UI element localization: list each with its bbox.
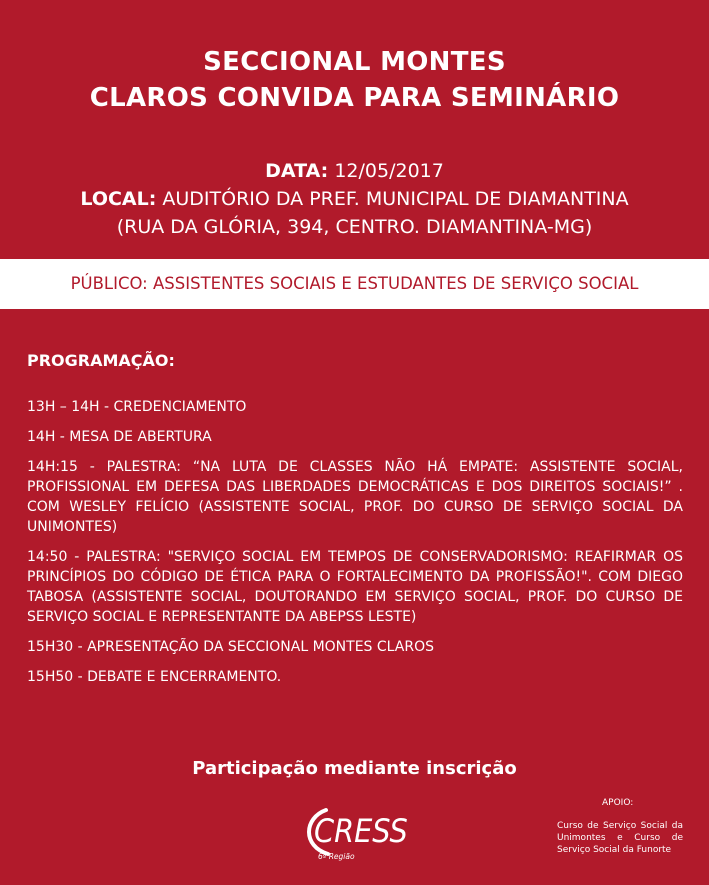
- program-item: 14:50 - PALESTRA: "SERVIÇO SOCIAL EM TEMPOS DE CONSERVADORISMO: REAFIRMAR OS PRINCÍPIOS DO CÓDIGO DE ÉTICA PARA O FORTALECIMENTO DA PROFISSÃO!". COM DIEGO TABOSA (ASSISTENTE SOCIAL, DOUTORANDO EM SERVIÇO SOCIAL, PROF. DO CURSO DE SERVIÇO SOCIAL E REPRESENTANTE DA ABEPSS LESTE): [27, 549, 683, 625]
- event-info: [0, 157, 709, 241]
- address-line: (RUA DA GLÓRIA, 394, CENTRO. DIAMANTINA-MG): [116, 216, 593, 238]
- date-label: DATA:: [265, 160, 329, 182]
- program-heading: PROGRAMAÇÃO:: [27, 351, 175, 370]
- date-value: 12/05/2017: [334, 160, 444, 182]
- program-item: 14H - MESA DE ABERTURA: [27, 429, 212, 445]
- program-item: 13H – 14H - CREDENCIAMENTO: [27, 399, 247, 415]
- logo-wordmark: CRESS: [314, 812, 408, 850]
- location-label: LOCAL:: [80, 188, 157, 210]
- date-line: [0, 157, 709, 185]
- program-item: 15H50 - DEBATE E ENCERRAMENTO.: [27, 669, 282, 685]
- title-line-1: SECCIONAL MONTES: [203, 47, 506, 77]
- cress-logo: [298, 800, 414, 862]
- page-title: [0, 44, 709, 116]
- participation-note: Participação mediante inscrição: [192, 758, 517, 779]
- location-line: [0, 185, 709, 213]
- audience-band: PÚBLICO: ASSISTENTES SOCIAIS E ESTUDANTES DE SERVIÇO SOCIAL: [0, 259, 709, 309]
- program-list: [27, 397, 683, 697]
- program-item: 15H30 - APRESENTAÇÃO DA SECCIONAL MONTES CLAROS: [27, 639, 434, 655]
- support-label: APOIO:: [602, 798, 634, 808]
- title-line-2: CLAROS CONVIDA PARA SEMINÁRIO: [89, 83, 620, 113]
- support-text: Curso de Serviço Social da Unimontes e Curso de Serviço Social da Funorte: [557, 821, 683, 855]
- program-item: 14H:15 - PALESTRA: “NA LUTA DE CLASSES NÃO HÁ EMPATE: ASSISTENTE SOCIAL, PROFISSIONAL EM DEFESA DAS LIBERDADES DEMOCRÁTICAS E DOS DIREITOS SOCIAIS!” . COM WESLEY FELÍCIO (ASSISTENTE SOCIAL, PROF. DO CURSO DE SERVIÇO SOCIAL DA UNIMONTES): [27, 459, 683, 535]
- location-value: AUDITÓRIO DA PREF. MUNICIPAL DE DIAMANTINA: [162, 188, 629, 210]
- logo-region: 6ª Região: [318, 852, 355, 861]
